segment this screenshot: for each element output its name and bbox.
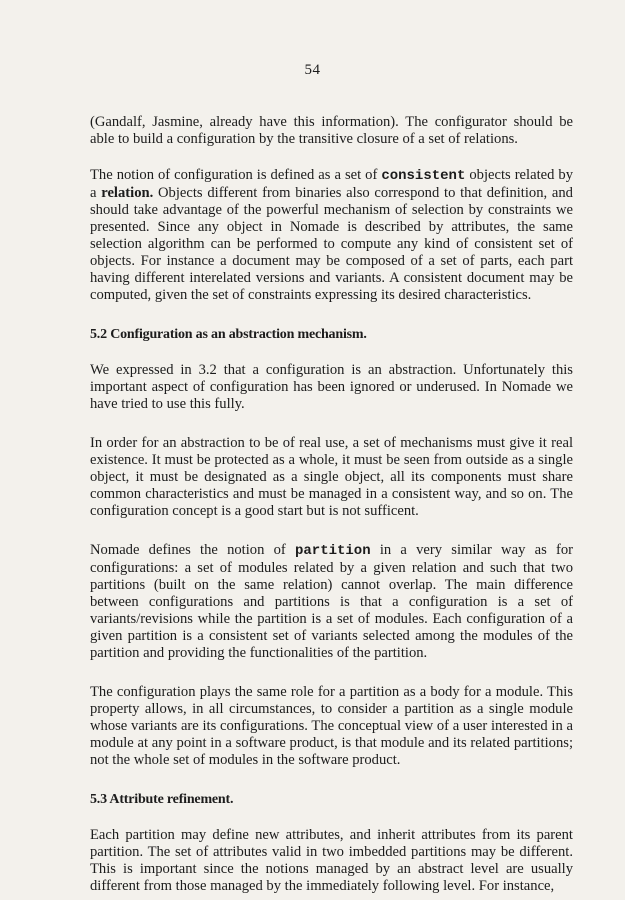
keyword-relation: relation. (101, 185, 154, 201)
section-heading-5-3: 5.3 Attribute refinement. (90, 792, 234, 807)
page-body (90, 114, 573, 895)
paragraph-text: in a very similar way as for configurations: a set of modules related by a given relation and such that two partitions (built on the same relation) cannot overlap. The main difference between configurations and partitions is that a configuration is a set of variants/revisions while the partition is a set of modules. Each configuration of a given partition is a consistent set of variants selected among the modules of the partition and providing the functionalities of the partition. (90, 542, 573, 661)
paragraph-text: The notion of configuration is defined as a set of (90, 167, 382, 183)
paragraph: The configuration plays the same role for a partition as a body for a module. This property allows, in all circumstances, to consider a partition as a single module whose variants are its configurations. The conceptual view of a user interested in a module at any point in a software product, is that module and its related partitions; not the whole set of modules in the software product. (90, 684, 573, 768)
paragraph: We expressed in 3.2 that a configuration is an abstraction. Unfortunately this important aspect of configuration has been ignored or underused. In Nomade we have tried to use this fully. (90, 362, 573, 412)
paragraph-text: objects related by a (90, 167, 573, 201)
keyword-consistent: consistent (381, 168, 466, 184)
paragraph: (Gandalf, Jasmine, already have this information). The configurator should be able to build a configuration by the transitive closure of a set of relations. (90, 114, 573, 147)
keyword-partition: partition (295, 543, 371, 559)
paragraph: Each partition may define new attributes, and inherit attributes from its parent partition. The set of attributes valid in two imbedded partitions may be different. This is important since the notions managed by an abstract level are usually different from those managed by the immediately following level. For instance, (90, 827, 573, 894)
paragraph-text: Nomade defines the notion of (90, 542, 295, 558)
paragraph-text: Objects different from binaries also correspond to that definition, and should take advantage of the powerful mechanism of selection by constraints we presented. Since any object in Nomade is described by attributes, the same selection algorithm can be performed to compute any kind of consistent set of objects. For instance a document may be composed of a set of parts, each part having different interelated versions and variants. A consistent document may be computed, given the set of constraints expressing its desired characteristics. (90, 185, 573, 303)
page-number: 54 (304, 62, 321, 78)
paragraph-configuration-notion (90, 167, 573, 304)
paragraph: In order for an abstraction to be of real use, a set of mechanisms must give it real existence. It must be protected as a whole, it must be seen from outside as a single object, it must be designated as a single object, all its components must share common characteristics and must be managed in a consistent way, and so on. The configuration concept is a good start but is not sufficent. (90, 435, 573, 519)
paragraph-partition-definition (90, 542, 573, 662)
section-heading-5-2: 5.2 Configuration as an abstraction mechanism. (90, 327, 367, 342)
